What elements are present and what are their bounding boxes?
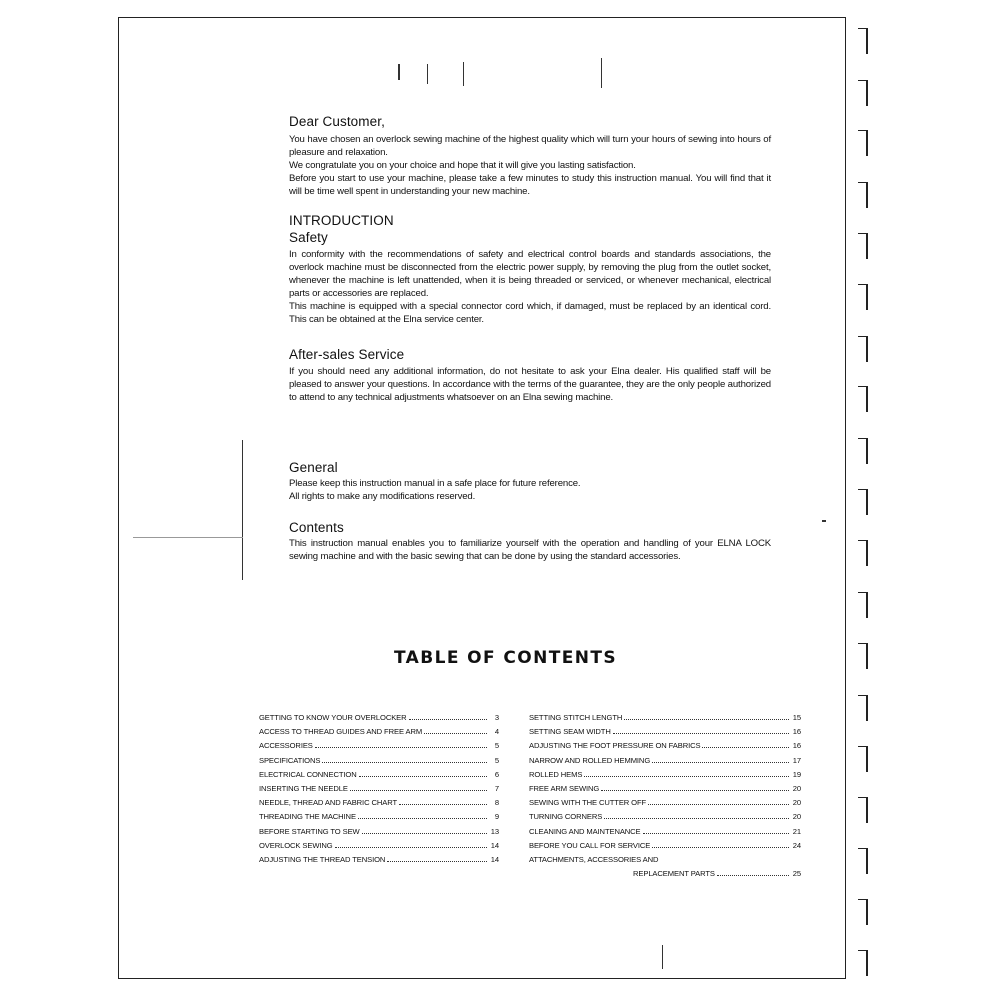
toc-entry[interactable] [259,754,499,768]
scan-mark [133,537,243,538]
toc-entry[interactable] [529,711,801,725]
toc-entry[interactable] [529,825,801,839]
toc-entry-page: 14 [490,840,499,850]
toc-entry-label: ATTACHMENTS, ACCESSORIES AND [529,854,659,864]
toc-entry-label: ACCESSORIES [259,741,313,751]
toc-entry[interactable] [529,796,801,810]
letter-paragraph: You have chosen an overlock sewing machine of the highest quality which will turn your hours of sewing into hours of pleasure and relaxation. [289,134,771,158]
toc-entry-page: 25 [792,869,801,879]
toc-entry-page: 5 [494,741,499,751]
scan-mark [822,520,826,522]
toc-entry-label: BEFORE STARTING TO SEW [259,826,360,836]
toc-entry-label: NEEDLE, THREAD AND FABRIC CHART [259,798,397,808]
after-sales-heading: After-sales Service [289,347,405,362]
scan-mark [601,58,602,88]
safety-paragraph: This machine is equipped with a special connector cord which, if damaged, must be replaced by an identical cord. This can be obtained at the Elna service center. [289,301,771,325]
toc-entry-page: 8 [494,798,499,808]
scan-mark [242,440,243,580]
toc-entry-page: 3 [494,713,499,722]
index-tab [858,182,868,208]
toc-entry-label: REPLACEMENT PARTS [633,869,715,879]
toc-entry-page: 17 [792,755,801,765]
toc-entry[interactable] [529,768,801,782]
scan-mark [662,945,663,969]
toc-entry-label: THREADING THE MACHINE [259,812,356,822]
toc-entry-page: 4 [494,727,499,737]
toc-entry-page: 16 [792,741,801,751]
toc-entry[interactable] [529,853,801,867]
index-tab [858,336,868,362]
general-paragraph: All rights to make any modifications reserved. [289,491,476,502]
scan-mark [463,62,464,86]
toc-entry-page: 24 [792,840,801,850]
general-heading: General [289,460,338,475]
toc-entry[interactable] [529,839,801,853]
scan-mark [398,64,400,80]
toc-entry-page: 7 [494,783,499,793]
toc-entry-label: ELECTRICAL CONNECTION [259,769,357,779]
letter-paragraph: We congratulate you on your choice and hope that it will give you lasting satisfaction. [289,160,636,171]
safety-heading: Safety [289,230,328,245]
toc-entry-page: 16 [792,727,801,737]
toc-right-column [529,711,801,881]
contents-section [289,520,771,563]
toc-entry-label: INSERTING THE NEEDLE [259,783,348,793]
index-tab [858,797,868,823]
toc-entry-label: ROLLED HEMS [529,769,583,779]
index-tab [858,233,868,259]
toc-entry[interactable] [529,810,801,824]
toc-entry[interactable] [259,825,499,839]
toc-entry[interactable] [259,711,499,725]
toc-entry[interactable] [529,754,801,768]
index-tab [858,28,868,54]
toc-entry[interactable] [259,839,499,853]
after-sales-paragraph: If you should need any additional information, do not hesitate to ask your Elna dealer. His qualified staff will be pleased to answer your questions. In accordance with the terms of the guarantee, they are the only people authorized to attend to any technical adjustments whatsoever on an Elna sewing machine. [289,366,771,403]
toc-entry-label: SPECIFICATIONS [259,755,321,765]
index-tab [858,540,868,566]
index-tab [858,386,868,412]
index-tab [858,284,868,310]
toc-entry-label: SEWING WITH THE CUTTER OFF [529,798,647,808]
toc-entry-label: ACCESS TO THREAD GUIDES AND FREE ARM [259,727,423,737]
toc-entry-label: GETTING TO KNOW YOUR OVERLOCKER [259,713,407,722]
toc-entry-label: TURNING CORNERS [529,812,603,822]
toc-entry[interactable] [529,867,801,881]
toc-entry-label: ADJUSTING THE THREAD TENSION [259,854,386,864]
toc-title: TABLE OF CONTENTS [394,648,617,668]
toc-entry-label: OVERLOCK SEWING [259,840,333,850]
toc-left-column [259,711,499,867]
toc-entry[interactable] [529,782,801,796]
toc-entry-page: 14 [490,854,499,864]
toc-entry-label: SETTING STITCH LENGTH [529,713,623,722]
letter-paragraph: Before you start to use your machine, please take a few minutes to study this instruction manual. You will find that it will be time well spent in understanding your new machine. [289,173,771,197]
greeting: Dear Customer, [289,114,385,129]
scan-mark [427,64,428,84]
toc-entry[interactable] [259,853,499,867]
toc-entry-label: SETTING SEAM WIDTH [529,727,611,737]
index-tab [858,950,868,976]
toc-entry-page: 13 [490,826,499,836]
toc-entry[interactable] [259,725,499,739]
index-tab [858,489,868,515]
toc-entry[interactable] [259,768,499,782]
index-tab [858,80,868,106]
toc-entry-page: 5 [494,755,499,765]
toc-entry-page: 6 [494,769,499,779]
toc-entry-label: ADJUSTING THE FOOT PRESSURE ON FABRICS [529,741,701,751]
toc-entry-page: 9 [494,812,499,822]
toc-entry[interactable] [529,739,801,753]
toc-entry[interactable] [259,810,499,824]
index-tab [858,695,868,721]
toc-entry-page: 19 [792,769,801,779]
contents-paragraph: This instruction manual enables you to familiarize yourself with the operation and handling of your ELNA LOCK sewing machine and with the basic sewing that can be done by using the standard accessories. [289,538,771,562]
toc-entry-label: CLEANING AND MAINTENANCE [529,826,641,836]
contents-heading: Contents [289,520,344,535]
index-tab [858,130,868,156]
safety-paragraph: In conformity with the recommendations of safety and electrical control boards and standards associations, the overlock machine must be disconnected from the electric power supply, by removing the plug from the outlet socket, whenever the machine is left unattended, when it is being threaded or serviced, or whenever mechanical, electrical parts or accessories are replaced. [289,249,771,299]
toc-entry-label: BEFORE YOU CALL FOR SERVICE [529,840,651,850]
toc-entry-page: 20 [792,798,801,808]
letter-section [289,114,771,198]
toc-entry[interactable] [259,739,499,753]
toc-entry-page: 20 [792,812,801,822]
index-tab [858,848,868,874]
toc-entry-page: 20 [792,783,801,793]
toc-entry[interactable] [529,725,801,739]
index-tab [858,899,868,925]
general-paragraph: Please keep this instruction manual in a safe place for future reference. [289,478,581,489]
toc-entry[interactable] [259,796,499,810]
index-tab [858,643,868,669]
toc-entry-label: FREE ARM SEWING [529,783,600,793]
after-sales-section [289,347,771,404]
index-tab [858,438,868,464]
index-tab [858,746,868,772]
index-tab [858,592,868,618]
toc-entry-label: NARROW AND ROLLED HEMMING [529,755,651,765]
toc-entry[interactable] [259,782,499,796]
general-section [289,460,771,503]
introduction-heading: INTRODUCTION [289,213,394,228]
toc-entry-page: 21 [792,826,801,836]
toc-entry-page: 15 [792,713,801,722]
introduction-section [289,213,771,326]
